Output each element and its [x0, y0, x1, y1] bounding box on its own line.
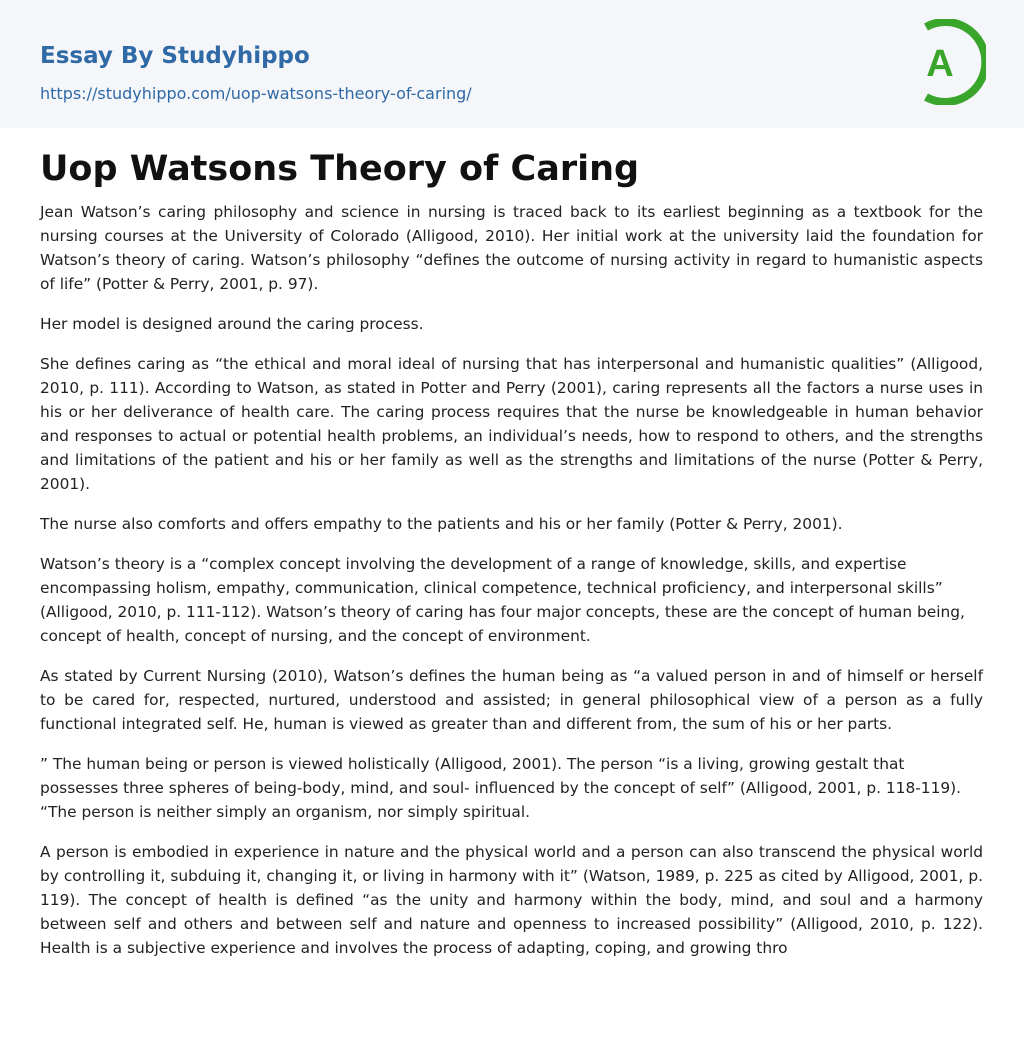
essay-paragraph: ” The human being or person is viewed holistically (Alligood, 2001). The person “is a living, growing gestalt that possesses three spheres of being-body, mind, and soul- influenced by the concept of self” (Alligood, 2001, p. 118-119). “The person is neither simply an organism, nor simply spiritual.	[40, 755, 962, 821]
site-brand[interactable]: Essay By Studyhippo	[40, 43, 310, 69]
site-logo-icon[interactable]	[912, 19, 986, 105]
essay-paragraph: Watson’s theory is a “complex concept involving the development of a range of knowledge, skills, and expertise encompassing holism, empathy, communication, clinical competence, technical proficiency, and interpersonal skills” (Alligood, 2010, p. 111-112). Watson’s theory of caring has four major concepts, these are the concept of human being, concept of health, concept of nursing, and the concept of environment.	[40, 555, 965, 645]
page-title: Uop Watsons Theory of Caring	[40, 149, 640, 189]
essay-paragraph: As stated by Current Nursing (2010), Watson’s defines the human being as “a valued person in and of himself or herself to be cared for, respected, nurtured, understood and assisted; in general philosophical view of a person as a fully functional integrated self. He, human is viewed as greater than and different from, the sum of his or her parts.	[40, 667, 983, 733]
page-url-link[interactable]: https://studyhippo.com/uop-watsons-theory-of-caring/	[40, 84, 472, 103]
essay-paragraph: The nurse also comforts and offers empathy to the patients and his or her family (Potter & Perry, 2001).	[40, 515, 843, 533]
essay-paragraph: Her model is designed around the caring process.	[40, 315, 424, 333]
essay-paragraph: Jean Watson’s caring philosophy and science in nursing is traced back to its earliest beginning as a textbook for the nursing courses at the University of Colorado (Alligood, 2010). Her initial work at the university laid the foundation for Watson’s theory of caring. Watson’s philosophy “defines the outcome of nursing activity in regard to humanistic aspects of life” (Potter & Perry, 2001, p. 97).	[40, 203, 983, 293]
essay-paragraph: She defines caring as “the ethical and moral ideal of nursing that has interpersonal and humanistic qualities” (Alligood, 2010, p. 111). According to Watson, as stated in Potter and Perry (2001), caring represents all the factors a nurse uses in his or her deliverance of health care. The caring process requires that the nurse be knowledgeable in human behavior and responses to actual or potential health problems, an individual’s needs, how to respond to others, and the strengths and limitations of the patient and his or her family as well as the strengths and limitations of the nurse (Potter & Perry, 2001).	[40, 355, 983, 493]
logo-letter: A	[926, 43, 954, 85]
essay-paragraph: A person is embodied in experience in nature and the physical world and a person can also transcend the physical world by controlling it, subduing it, changing it, or living in harmony with it” (Watson, 1989, p. 225 as cited by Alligood, 2001, p. 119). The concept of health is defined “as the unity and harmony within the body, mind, and soul and a harmony between self and others and between self and nature and openness to increased possibility” (Alligood, 2010, p. 122). Health is a subjective experience and involves the process of adapting, coping, and growing thro	[40, 843, 983, 957]
essay-body	[40, 200, 983, 976]
